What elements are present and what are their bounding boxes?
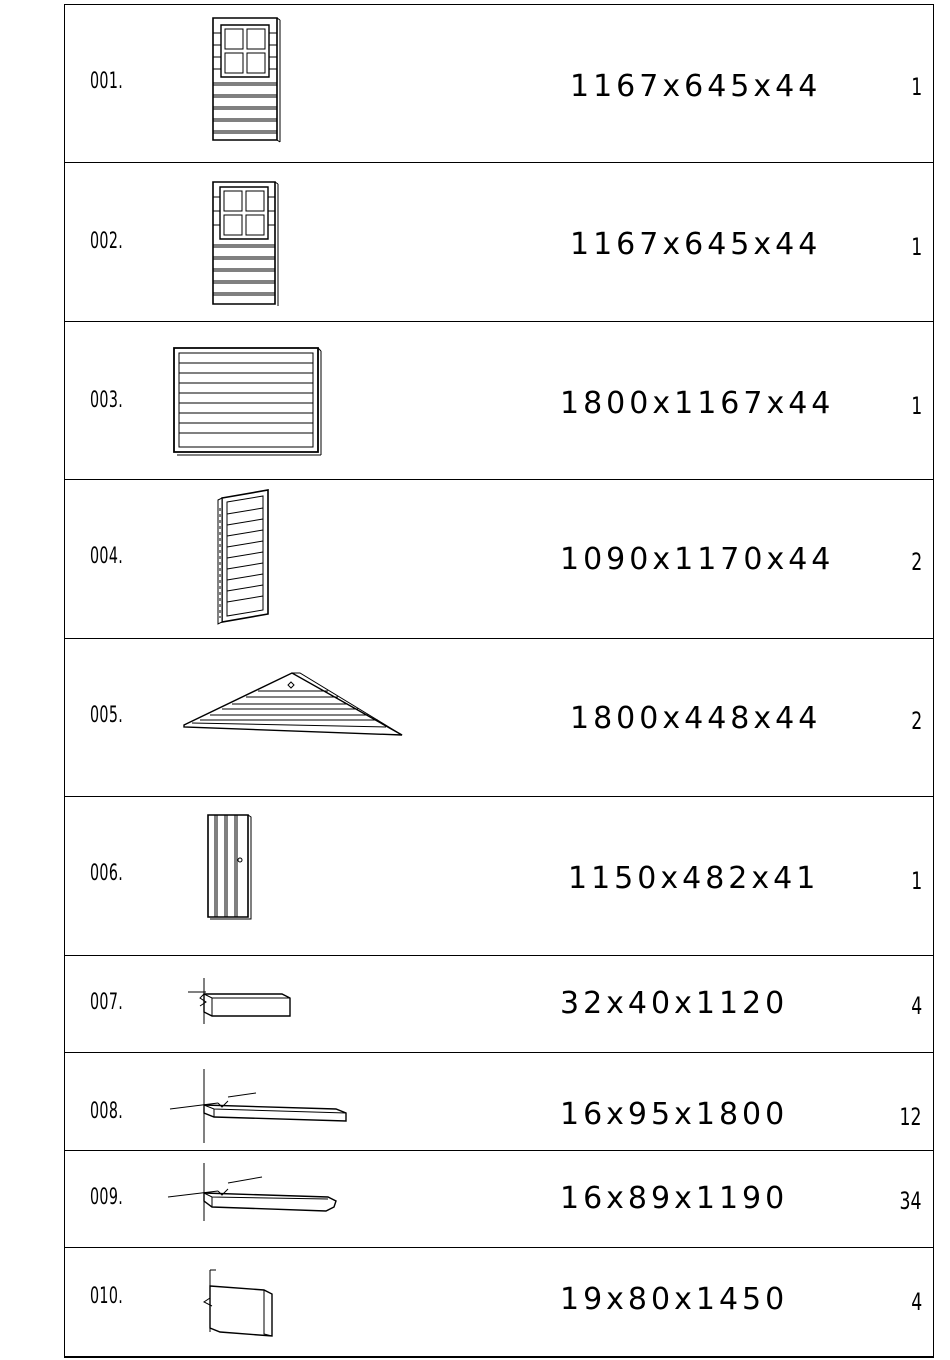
part-quantity: 34 [900,1187,922,1215]
part-dimensions: 1800x1167x44 [560,386,835,421]
trim-board-icon [200,1268,280,1344]
part-number: 001. [90,69,124,94]
part-dimensions: 1150x482x41 [568,861,820,896]
part-number: 010. [90,1284,124,1309]
part-dimensions: 1800x448x44 [570,701,822,736]
part-row [64,796,934,955]
part-dimensions: 19x80x1450 [560,1282,789,1317]
part-row [64,955,934,1052]
part-quantity: 1 [910,73,922,101]
part-row [64,479,934,638]
part-row [64,321,934,479]
part-quantity: 1 [910,233,922,261]
part-number: 006. [90,861,124,886]
part-row [64,1247,934,1358]
part-number: 005. [90,703,124,728]
part-dimensions: 1167x645x44 [570,227,822,262]
gable-triangle-icon [180,671,406,745]
part-number: 009. [90,1185,124,1210]
window-panel-icon [210,179,280,311]
part-dimensions: 16x89x1190 [560,1181,789,1216]
part-row [64,1150,934,1247]
part-number: 007. [90,990,124,1015]
part-quantity: 4 [910,1288,922,1316]
board-icon [168,1067,354,1151]
part-quantity: 2 [910,707,922,735]
part-number: 004. [90,544,124,569]
part-row [64,638,934,796]
part-row [64,162,934,321]
part-dimensions: 32x40x1120 [560,986,789,1021]
beam-icon [186,976,296,1032]
part-number: 002. [90,229,124,254]
side-panel-icon [216,488,276,632]
window-panel-icon [210,15,282,147]
profiled-board-icon [166,1161,346,1227]
door-panel-icon [206,813,254,925]
part-dimensions: 1090x1170x44 [560,542,835,577]
part-row [64,1052,934,1150]
part-quantity: 1 [910,867,922,895]
part-quantity: 1 [910,392,922,420]
part-quantity: 2 [910,548,922,576]
wall-panel-icon [172,346,324,462]
part-dimensions: 16x95x1800 [560,1097,789,1132]
part-number: 003. [90,388,124,413]
part-number: 008. [90,1099,124,1124]
part-quantity: 4 [910,992,922,1020]
part-quantity: 12 [900,1103,922,1131]
part-dimensions: 1167x645x44 [570,69,822,104]
part-row [64,4,934,162]
